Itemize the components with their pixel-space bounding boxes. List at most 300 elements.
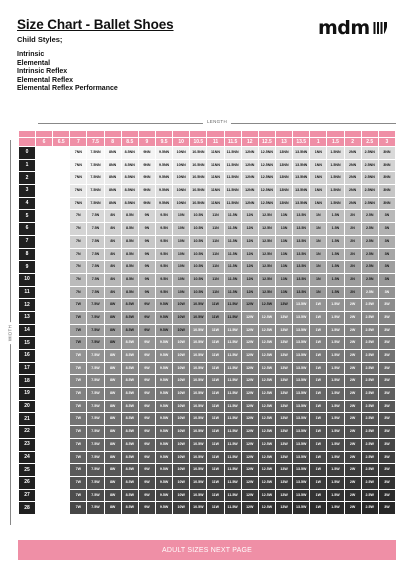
size-cell: 13.5W [293,413,309,425]
size-cell: 2W [345,350,361,362]
size-cell: 1NN [310,198,326,210]
size-cell: 13W [276,502,292,514]
width-label: 27 [19,490,35,502]
length-header: 2 [345,138,361,146]
adult-sizes-banner: ADULT SIZES NEXT PAGE [18,540,396,560]
size-cell [36,477,52,489]
size-cell: 10W [173,502,189,514]
table-row [19,274,395,286]
size-cell: 9N [139,261,155,273]
size-cell: 9W [139,413,155,425]
size-cell: 12W [242,502,258,514]
band-cell [156,131,172,137]
size-cell: 7.5W [87,299,103,311]
size-cell: 13W [276,401,292,413]
size-cell: 13.5NN [293,172,309,184]
size-cell: 11W [207,502,223,514]
size-cell [53,249,69,261]
size-cell: 2N [345,274,361,286]
size-cell: 11NN [207,198,223,210]
size-cell: 2W [345,299,361,311]
size-cell: 13W [276,350,292,362]
size-cell: 9.5W [156,388,172,400]
size-cell: 10.5W [190,312,206,324]
size-cell: 12W [242,375,258,387]
size-cell: 9W [139,426,155,438]
size-cell [53,236,69,248]
size-cell: 8.5W [122,350,138,362]
size-cell: 7W [70,490,86,502]
size-cell: 9.5N [156,236,172,248]
size-cell: 7.5NN [87,172,103,184]
size-cell: 11.5NN [225,160,241,172]
size-cell: 11.5W [225,426,241,438]
size-cell: 10.5N [190,236,206,248]
size-cell: 8.5W [122,452,138,464]
size-cell: 7.5W [87,502,103,514]
table-row [19,363,395,375]
size-cell: 2W [345,490,361,502]
table-row [19,401,395,413]
size-cell: 7.5W [87,388,103,400]
size-cell: 3W [379,413,395,425]
size-cell: 12.5W [259,337,275,349]
width-label: 10 [19,274,35,286]
size-cell: 12.5W [259,490,275,502]
size-cell: 12NN [242,185,258,197]
band-cell [70,131,86,137]
size-cell: 8W [105,363,121,375]
size-cell: 13N [276,287,292,299]
size-cell: 1.5NN [327,160,343,172]
size-cell: 11.5N [225,236,241,248]
band-cell [225,131,241,137]
size-cell: 13N [276,249,292,261]
size-cell [36,236,52,248]
size-cell: 1N [310,261,326,273]
size-cell: 11W [207,464,223,476]
size-cell: 12.5W [259,325,275,337]
size-cell: 8W [105,477,121,489]
width-label: 6 [19,223,35,235]
table-row [19,210,395,222]
size-cell [36,325,52,337]
size-cell: 12.5W [259,299,275,311]
size-cell: 10.5N [190,274,206,286]
size-cell: 8.5W [122,401,138,413]
size-cell: 7.5W [87,401,103,413]
size-cell: 2.5N [362,210,378,222]
size-cell: 2N [345,287,361,299]
size-cell: 7.5W [87,337,103,349]
band-cell [259,131,275,137]
size-cell: 8.5N [122,223,138,235]
size-cell: 9.5N [156,261,172,273]
size-cell: 12.5W [259,477,275,489]
size-cell: 12.5W [259,388,275,400]
size-cell: 2W [345,312,361,324]
size-cell: 1.5W [327,426,343,438]
size-cell: 13.5N [293,274,309,286]
size-cell: 8N [105,274,121,286]
size-cell: 2.5N [362,261,378,273]
size-cell: 13.5NN [293,160,309,172]
size-cell: 12.5NN [259,172,275,184]
band-cell [310,131,326,137]
size-cell: 2W [345,477,361,489]
size-cell: 2.5N [362,223,378,235]
size-cell: 9.5W [156,325,172,337]
size-cell: 11.5W [225,502,241,514]
size-cell: 12.5NN [259,147,275,159]
size-cell: 11.5W [225,388,241,400]
size-cell: 2W [345,363,361,375]
table-row [19,452,395,464]
size-cell: 7W [70,299,86,311]
size-cell [53,375,69,387]
size-cell: 1.5W [327,502,343,514]
size-cell: 8NN [105,172,121,184]
size-cell: 7N [70,287,86,299]
size-cell: 3W [379,477,395,489]
size-cell: 13W [276,375,292,387]
table-row [19,477,395,489]
size-cell: 13.5W [293,490,309,502]
size-cell [36,287,52,299]
size-cell: 9NN [139,147,155,159]
size-cell: 11.5W [225,350,241,362]
band-cell [36,131,52,137]
size-cell: 9W [139,452,155,464]
size-cell: 3NN [379,160,395,172]
size-cell: 2.5N [362,236,378,248]
size-cell: 1.5W [327,490,343,502]
size-cell: 2NN [345,198,361,210]
size-cell: 8.5N [122,236,138,248]
size-cell [36,439,52,451]
size-cell: 2NN [345,172,361,184]
size-cell: 11N [207,261,223,273]
length-header: 1.5 [327,138,343,146]
width-label: 1 [19,160,35,172]
size-cell: 12.5N [259,223,275,235]
size-cell: 8W [105,299,121,311]
size-cell: 9NN [139,185,155,197]
size-cell: 1N [310,249,326,261]
length-header: 8.5 [122,138,138,146]
size-cell: 10.5W [190,452,206,464]
size-cell: 7W [70,401,86,413]
size-cell: 13.5W [293,464,309,476]
size-cell: 9.5NN [156,160,172,172]
size-cell [53,388,69,400]
brand-logo [318,17,387,39]
band-cell [242,131,258,137]
size-cell: 2.5NN [362,198,378,210]
size-cell: 10W [173,363,189,375]
band-cell [87,131,103,137]
size-cell: 8W [105,426,121,438]
table-row [19,185,395,197]
size-cell [53,312,69,324]
band-cell [345,131,361,137]
size-cell: 9.5W [156,464,172,476]
size-cell [53,464,69,476]
size-cell: 12.5N [259,287,275,299]
size-cell: 1.5W [327,452,343,464]
band-cell [293,131,309,137]
size-cell: 1.5W [327,477,343,489]
size-cell: 11NN [207,172,223,184]
size-cell: 8N [105,287,121,299]
size-cell: 9.5W [156,299,172,311]
size-cell [36,337,52,349]
size-cell: 7W [70,502,86,514]
size-cell [36,388,52,400]
size-cell: 13W [276,312,292,324]
size-cell: 8W [105,490,121,502]
size-cell: 2.5W [362,502,378,514]
size-cell: 1W [310,490,326,502]
size-cell: 12NN [242,147,258,159]
size-cell: 8N [105,249,121,261]
width-label: 7 [19,236,35,248]
size-cell: 2.5W [362,363,378,375]
size-cell: 2.5W [362,401,378,413]
size-cell: 7W [70,325,86,337]
size-cell: 10W [173,299,189,311]
size-cell: 7.5W [87,312,103,324]
size-cell: 10W [173,325,189,337]
size-cell: 7.5N [87,210,103,222]
size-cell [36,502,52,514]
size-cell: 1.5W [327,464,343,476]
size-cell: 10.5N [190,223,206,235]
size-cell: 9.5N [156,249,172,261]
size-cell [36,452,52,464]
size-cell: 7.5N [87,261,103,273]
size-cell [36,464,52,476]
size-cell: 2W [345,452,361,464]
table-row [19,375,395,387]
width-label: 21 [19,413,35,425]
size-cell: 8W [105,312,121,324]
size-cell: 13W [276,413,292,425]
size-cell: 3W [379,337,395,349]
size-cell: 2.5W [362,337,378,349]
size-cell: 11W [207,312,223,324]
size-cell: 7W [70,388,86,400]
size-cell: 12W [242,363,258,375]
size-cell: 3W [379,375,395,387]
table-row [19,490,395,502]
size-cell: 11.5W [225,490,241,502]
size-cell: 8W [105,350,121,362]
size-cell: 2.5W [362,325,378,337]
size-cell: 11.5N [225,261,241,273]
size-cell: 8.5W [122,388,138,400]
size-cell: 1W [310,413,326,425]
size-cell: 12W [242,337,258,349]
width-label: 13 [19,312,35,324]
size-cell: 7.5NN [87,198,103,210]
size-cell: 3NN [379,198,395,210]
size-cell: 8W [105,413,121,425]
size-cell: 2N [345,261,361,273]
size-cell: 12W [242,464,258,476]
size-cell: 2W [345,413,361,425]
size-cell: 12W [242,299,258,311]
size-cell: 12W [242,325,258,337]
size-cell [36,185,52,197]
size-cell: 1.5N [327,210,343,222]
width-label: 22 [19,426,35,438]
size-cell: 1.5W [327,325,343,337]
size-cell: 2.5NN [362,172,378,184]
size-cell: 3W [379,452,395,464]
size-cell: 10.5NN [190,198,206,210]
size-cell: 3W [379,388,395,400]
size-cell: 11.5W [225,477,241,489]
size-cell: 7.5W [87,426,103,438]
size-cell: 1W [310,299,326,311]
size-cell: 1W [310,375,326,387]
size-cell: 9.5NN [156,185,172,197]
size-cell: 9.5W [156,502,172,514]
table-row [19,350,395,362]
size-cell: 9.5W [156,337,172,349]
width-label: 16 [19,350,35,362]
size-cell: 11.5NN [225,172,241,184]
size-cell: 3NN [379,185,395,197]
size-cell: 3NN [379,147,395,159]
size-cell: 10.5W [190,350,206,362]
size-cell: 11.5W [225,363,241,375]
size-cell: 11W [207,452,223,464]
size-cell: 7W [70,363,86,375]
size-cell: 1N [310,287,326,299]
size-cell: 11N [207,249,223,261]
size-cell: 10.5W [190,426,206,438]
width-label: 23 [19,439,35,451]
size-cell: 13.5W [293,325,309,337]
table-row [19,325,395,337]
length-header: 8 [105,138,121,146]
size-cell: 12.5W [259,464,275,476]
size-cell: 13.5N [293,210,309,222]
size-cell: 11.5W [225,337,241,349]
size-cell: 8W [105,464,121,476]
size-cell: 11W [207,413,223,425]
size-cell: 7W [70,464,86,476]
size-cell: 7W [70,452,86,464]
size-cell: 1.5W [327,363,343,375]
size-cell: 10.5N [190,287,206,299]
size-cell: 10W [173,439,189,451]
size-cell: 7.5W [87,490,103,502]
size-cell: 2N [345,223,361,235]
size-cell: 11.5W [225,413,241,425]
size-cell: 2.5W [362,388,378,400]
size-cell: 9NN [139,172,155,184]
length-header: 11.5 [225,138,241,146]
size-chart-table [18,130,396,515]
table-row [19,261,395,273]
size-cell [53,261,69,273]
size-cell: 1W [310,337,326,349]
size-cell: 10W [173,490,189,502]
size-cell: 9.5W [156,413,172,425]
size-cell: 9.5W [156,426,172,438]
size-cell: 8N [105,261,121,273]
size-cell: 13W [276,477,292,489]
size-cell: 11N [207,274,223,286]
size-cell: 12.5W [259,401,275,413]
size-cell [53,477,69,489]
size-cell: 12N [242,261,258,273]
size-cell: 10W [173,388,189,400]
size-cell: 9.5N [156,274,172,286]
size-cell: 8W [105,502,121,514]
table-row [19,160,395,172]
size-cell: 7W [70,337,86,349]
size-cell: 9.5N [156,223,172,235]
size-cell: 7.5N [87,236,103,248]
size-cell: 10W [173,401,189,413]
size-cell: 2N [345,236,361,248]
length-axis-label [38,119,396,127]
size-cell: 13W [276,363,292,375]
size-cell: 10W [173,375,189,387]
size-cell [53,223,69,235]
band-cell [139,131,155,137]
size-cell: 1N [310,223,326,235]
size-cell [36,160,52,172]
size-cell: 9.5W [156,490,172,502]
size-cell: 7W [70,426,86,438]
size-cell: 13N [276,236,292,248]
size-cell: 1W [310,363,326,375]
size-cell: 7.5N [87,223,103,235]
width-label: 24 [19,452,35,464]
size-cell: 3N [379,210,395,222]
table-row [19,439,395,451]
size-cell: 11.5W [225,452,241,464]
table-row [19,299,395,311]
size-cell: 10.5NN [190,185,206,197]
size-cell: 1.5N [327,223,343,235]
band-cell [379,131,395,137]
size-cell [53,439,69,451]
size-cell [36,274,52,286]
size-cell: 13.5N [293,287,309,299]
size-cell: 8.5N [122,261,138,273]
size-cell: 1.5W [327,439,343,451]
size-cell: 2W [345,502,361,514]
size-cell: 8.5NN [122,198,138,210]
size-cell: 9.5NN [156,147,172,159]
size-cell: 10.5NN [190,160,206,172]
size-cell: 7.5W [87,452,103,464]
size-cell: 9N [139,249,155,261]
size-cell: 2.5N [362,274,378,286]
size-cell: 13.5W [293,363,309,375]
size-cell [36,198,52,210]
size-cell: 11.5N [225,249,241,261]
size-cell: 12W [242,312,258,324]
size-cell: 13.5N [293,249,309,261]
size-cell: 1NN [310,172,326,184]
